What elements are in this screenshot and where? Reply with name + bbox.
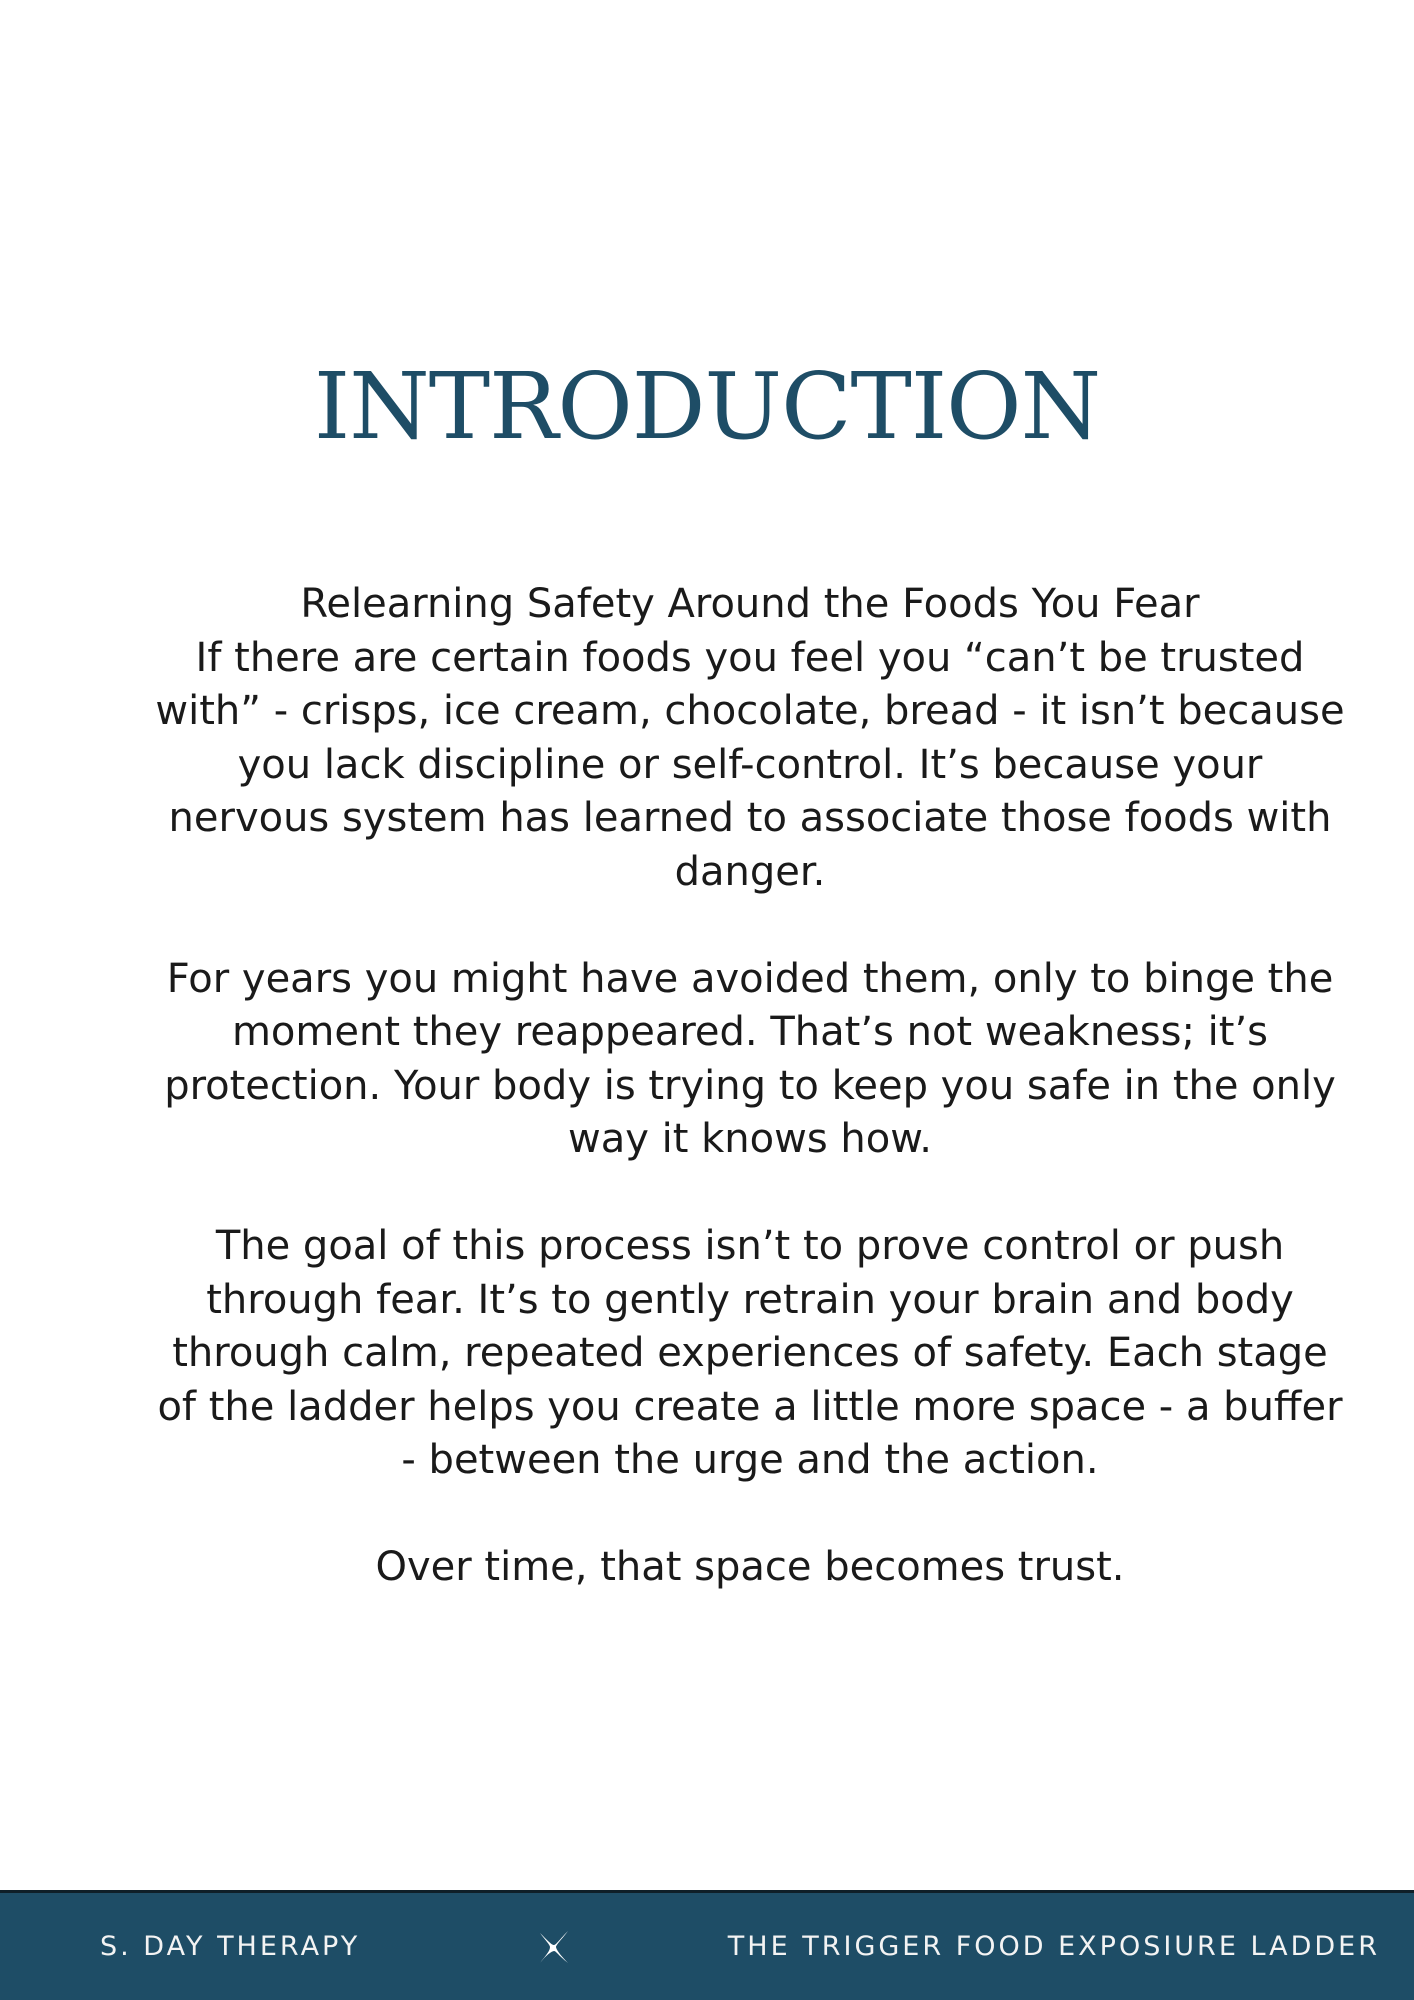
paragraph-3: The goal of this process isn’t to prove control or push through fear. It’s to gently retrain your brain and body through calm, repeated experiences of safety. Each stage of the ladder helps you create a little more space - a buffer - between the urge and the action. — [157, 1223, 1343, 1483]
paragraph-spacer — [155, 1167, 1345, 1221]
paragraph-spacer — [155, 899, 1345, 953]
sparkle-star-icon — [536, 1929, 572, 1965]
subtitle: Relearning Safety Around the Foods You Fear — [300, 581, 1200, 627]
paragraph-1: If there are certain foods you feel you “can’t be trusted with” - crisps, ice cream, chocolate, bread - it isn’t because you lack discipline or self-control. It’s because your nervous system has learned to associate those foods with danger. — [155, 634, 1345, 895]
footer-document-title: THE TRIGGER FOOD EXPOSIURE LADDER — [727, 1931, 1380, 1962]
footer-brand: S. DAY THERAPY — [100, 1931, 361, 1962]
footer-bar — [0, 1890, 1414, 2000]
page-title: INTRODUCTION — [313, 353, 1101, 460]
paragraph-spacer — [155, 1488, 1345, 1542]
paragraph-2: For years you might have avoided them, only to binge the moment they reappeared. That’s not weakness; it’s protection. Your body is trying to keep you safe in the only way it knows how. — [164, 955, 1336, 1162]
body-text — [155, 578, 1345, 1595]
paragraph-4: Over time, that space becomes trust. — [375, 1544, 1125, 1590]
